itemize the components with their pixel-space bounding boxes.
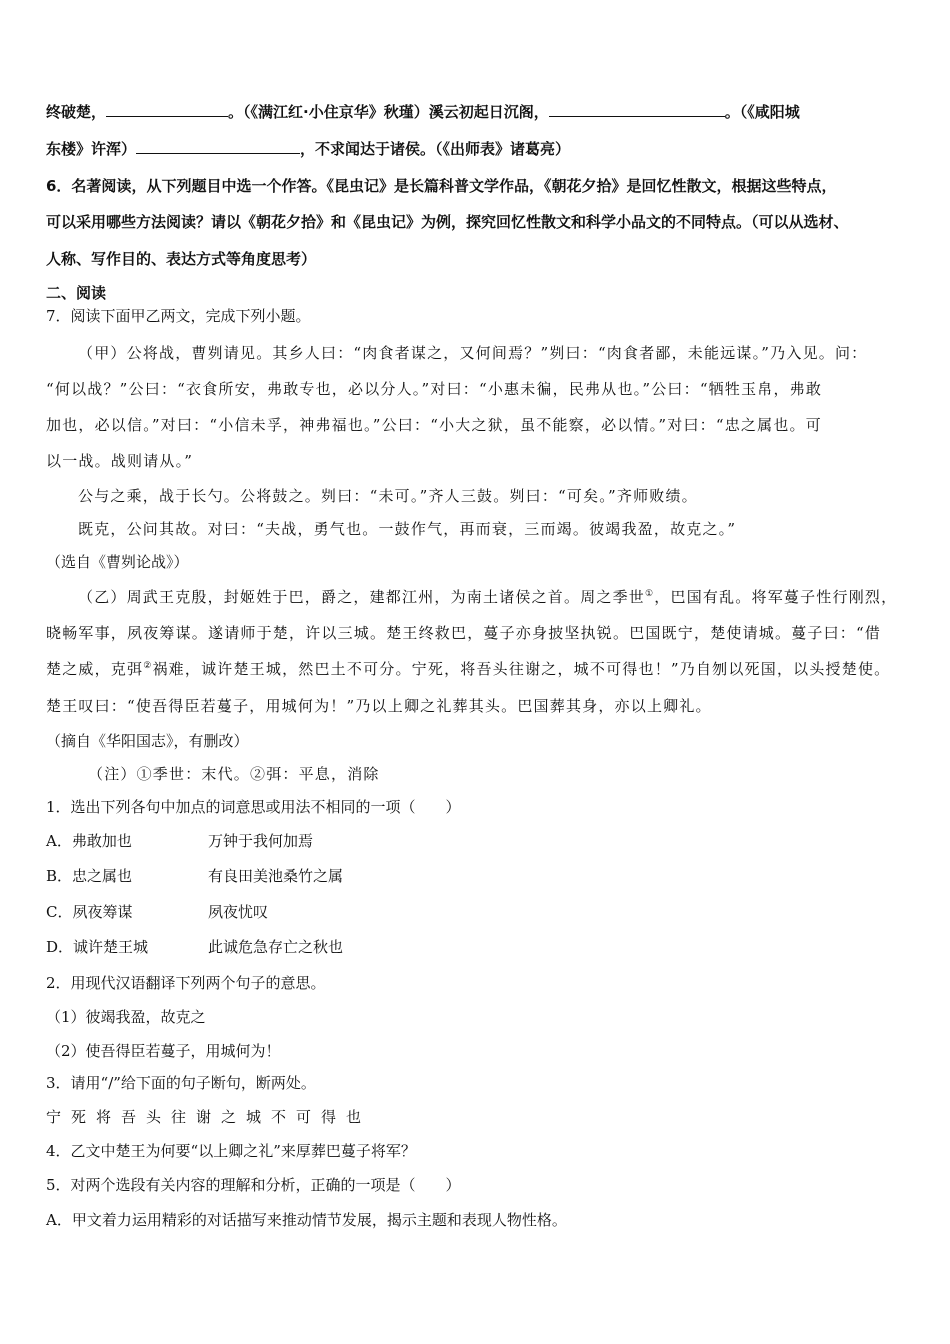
passage-yi-line-1 (78, 587, 920, 607)
sub-question-5: 5．对两个选段有关内容的理解和分析，正确的一项是（ ） (46, 1176, 461, 1194)
option-a[interactable] (46, 831, 920, 851)
text: （乙）周武王克殷，封姬姓于巴，爵之，建都江州，为南土诸侯之首。周之季世 (78, 588, 646, 606)
sub-question-3: 3．请用“/”给下面的句子断句，断两处。 (46, 1074, 316, 1092)
fill-blank-line-2 (46, 139, 920, 159)
text: 。（《咸阳城 (724, 103, 800, 121)
sub-question-4: 4．乙文中楚王为何要“以上卿之礼”来厚葬巴蔓子将军？ (46, 1142, 416, 1160)
question-6-line-2: 可以采用哪些方法阅读？请以《朝花夕拾》和《昆虫记》为例，探究回忆性散文和科学小品文的不同特点。（可以从选材、 (46, 213, 849, 231)
option-d[interactable] (46, 937, 920, 957)
passage-jia-line-4: 以一战。战则请从。” (46, 452, 194, 470)
passage-yi-line-3 (46, 659, 920, 679)
passage-jia-source: （选自《曹刿论战》） (46, 553, 189, 571)
passage-yi-line-2: 晓畅军事，夙夜筹谋。遂请师于楚，许以三城。楚王终救巴，蔓子亦身披坚执锐。巴国既宁，楚使请城。蔓子曰：“借 (46, 624, 882, 642)
sub-question-5-option-a[interactable]: A．甲文着力运用精彩的对话描写来推动情节发展，揭示主题和表现人物性格。 (46, 1211, 567, 1229)
passage-notes: （注）①季世：末代。②弭：平息，消除 (88, 765, 380, 783)
option-b[interactable] (46, 866, 920, 886)
option-label: D．诚许楚王城 (46, 938, 149, 956)
option-pair: 万钟于我何加焉 (208, 832, 314, 850)
option-pair: 夙夜忧叹 (208, 903, 269, 921)
sub-question-3-sentence: 宁死将吾头往谢之城不可得也 (46, 1108, 372, 1126)
question-7-intro: 7．阅读下面甲乙两文，完成下列小题。 (46, 307, 311, 325)
passage-jia-line-3: 加也，必以信。”对曰：“小信未孚，神弗福也。”公曰：“小大之狱，虽不能察，必以情。”对曰：“忠之属也。可 (46, 416, 822, 434)
passage-yi-line-4: 楚王叹曰：“使吾得臣若蔓子，用城何为！”乃以上卿之礼葬其头。巴国葬其身，亦以上卿礼。 (46, 697, 712, 715)
option-label: B．忠之属也 (46, 867, 133, 885)
question-6-line-1: 6．名著阅读，从下列题目中选一个作答。《昆虫记》是长篇科普文学作品，《朝花夕拾》是回忆性散文，根据这些特点， (46, 177, 837, 195)
passage-jia-paragraph-2: 公与之乘，战于长勺。公将鼓之。刿曰：“未可。”齐人三鼓。刿曰：“可矣。”齐师败绩。 (78, 487, 698, 505)
sub-question-1: 1．选出下列各句中加点的词意思或用法不相同的一项（ ） (46, 798, 461, 816)
passage-yi-source: （摘自《华阳国志》，有删改） (46, 732, 249, 750)
footnote-marker: ① (645, 589, 655, 599)
passage-jia-line-1: （甲）公将战，曹刿请见。其乡人曰：“肉食者谋之，又何间焉？”刿曰：“肉食者鄙，未能远谋。”乃入见。问： (78, 344, 868, 362)
question-6-line-3: 人称、写作目的、表达方式等角度思考） (46, 250, 317, 268)
option-c[interactable] (46, 902, 920, 922)
passage-jia-line-2: “何以战？”公曰：“衣食所安，弗敢专也，必以分人。”对曰：“小惠未徧，民弗从也。”公曰：“牺牲玉帛，弗敢 (46, 380, 823, 398)
text: ，不求闻达于诸侯。（《出师表》诸葛亮） (300, 140, 571, 158)
option-pair: 此诚危急存亡之秋也 (208, 938, 344, 956)
answer-blank[interactable] (106, 102, 228, 117)
text: ，巴国有乱。将军蔓子性行刚烈， (654, 588, 898, 606)
option-pair: 有良田美池桑竹之属 (208, 867, 344, 885)
text: 东楼》许浑） (46, 140, 137, 158)
option-label: A．弗敢加也 (46, 832, 132, 850)
sub-question-2: 2．用现代汉语翻译下列两个句子的意思。 (46, 974, 326, 992)
option-label: C．夙夜筹谋 (46, 903, 133, 921)
text: 楚之威，克弭 (46, 660, 144, 678)
section-heading-reading: 二、阅读 (46, 284, 107, 302)
text: 祸难，诚许楚王城，然巴土不可分。宁死，将吾头往谢之，城不可得也！”乃自刎以死国，以头授楚使。 (152, 660, 891, 678)
passage-jia-paragraph-3: 既克，公问其故。对曰：“夫战，勇气也。一鼓作气，再而衰，三而竭。彼竭我盈，故克之。” (78, 520, 737, 538)
answer-blank[interactable] (136, 139, 300, 154)
text: 终破楚， (46, 103, 107, 121)
fill-blank-line-1 (46, 102, 920, 122)
sub-question-2-sentence-1: （1）彼竭我盈，故克之 (46, 1008, 206, 1026)
answer-blank[interactable] (549, 102, 725, 117)
text: 。（《满江红·小住京华》秋瑾）溪云初起日沉阁， (228, 103, 549, 121)
sub-question-2-sentence-2: （2）使吾得臣若蔓子，用城何为！ (46, 1042, 281, 1060)
footnote-marker: ② (143, 661, 153, 671)
